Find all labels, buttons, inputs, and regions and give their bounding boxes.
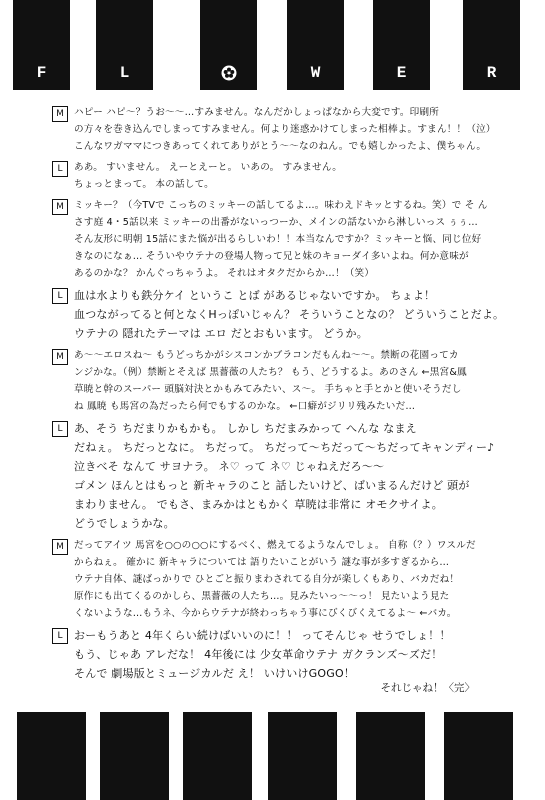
header-letter: L (119, 64, 130, 82)
dialogue-entry (52, 286, 522, 343)
dialogue-line: きなのになぁ… そういやウテナの登場人物って兄と妹のキョーダイ多いよね。何か意味が (74, 251, 469, 262)
speaker-badge: M (52, 349, 68, 365)
header-letter: E (396, 64, 407, 82)
dialogue-line: 血つながってると何となくHっぽいじゃん？ そういうことなの？ どういうことだよ。 (74, 308, 505, 321)
dialogue-body (52, 104, 522, 687)
header-letter: W (310, 64, 321, 82)
header-strip (13, 0, 70, 90)
speaker-badge: M (52, 106, 68, 122)
dialogue-line: おーもうあと 4年くらい続けばいいのに！！ ってそんじゃ せうでしょ！！ (74, 629, 451, 642)
speaker-badge: L (52, 288, 68, 304)
header-strip (463, 0, 520, 90)
footer-strip (356, 712, 425, 800)
dialogue-entry (52, 159, 522, 193)
speaker-badge: M (52, 199, 68, 215)
header-strip (96, 0, 153, 90)
footer-strip-bar (0, 712, 545, 800)
dialogue-line: だねぇ。 ちだっとなに。 ちだって。 ちだって〜ちだって〜ちだってキャンディー♪ (74, 441, 495, 454)
dialogue-line: 草暁と幹のスーパー 頭脳対決とかもみてみたい、ス〜。 手ちゃと手とかと使いそうだし (74, 384, 462, 395)
flower-icon (221, 65, 237, 81)
header-strip (373, 0, 430, 90)
dialogue-line: ゴメン ほんとはもっと 新キャラのこと 話したいけど、ばいまるんだけど 頭が (74, 479, 470, 492)
sign-off: それじゃね！〈完〉 (380, 682, 475, 694)
speaker-badge: L (52, 421, 68, 437)
header-letter: R (486, 64, 497, 82)
dialogue-line: もう、じゃあ アレだな！ 4年後には 少女革命ウテナ ガクランズ〜ズだ！ (74, 648, 443, 661)
footer-strip (17, 712, 86, 800)
header-strip (200, 0, 257, 90)
dialogue-line: さす庭 4・5話以来 ミッキーの出番がないっつーか、メインの話ないから淋しいっス ぅぅ… (74, 217, 478, 228)
dialogue-entry (52, 626, 522, 683)
header-strip-bar (0, 0, 545, 90)
dialogue-line: こんなワガママにつきあってくれてありがとう〜〜なのねん。でも嬉しかったよ、僕ちゃん。 (74, 141, 487, 152)
dialogue-line: くないような…もうネ、今からウテナが終わっちゃう事にびくびくえてるよ〜 ←バカ。 (74, 608, 457, 619)
footer-strip (100, 712, 169, 800)
dialogue-line: ハピー ハピ〜？うお〜〜…すみません。なんだかしょっぱなから大変です。印刷所 (74, 107, 440, 118)
dialogue-line: あるのかな？ かんぐっちゃうよ。 それはオタクだからか…！（笑） (74, 268, 375, 279)
footer-strip (268, 712, 337, 800)
dialogue-line: ンジかな。（例）禁断とそえば 黒薔薇の人たち？ もう、どうするよ。あのさん ←黒宮&鳳 (74, 367, 467, 378)
footer-strip (444, 712, 513, 800)
dialogue-line: ね 鳳暁 も馬宮の為だったら何でもするのかな。 ←口癖がジリリ残みたいだ… (74, 401, 416, 412)
speaker-badge: M (52, 539, 68, 555)
speaker-badge: L (52, 628, 68, 644)
dialogue-line: あ〜〜エロスね〜 もうどっちかがシスコンかブラコンだもんね〜〜。禁断の花園ってカ (74, 350, 459, 361)
dialogue-entry (52, 347, 522, 415)
dialogue-line: あ、そう ちだまりかもかも。 しかし ちだまみかって へんな なまえ (74, 422, 417, 435)
dialogue-line: そんで 劇場版とミュージカルだ え！ いけいけGOGO！ (74, 667, 356, 680)
dialogue-entry (52, 419, 522, 533)
dialogue-entry (52, 537, 522, 622)
dialogue-line: ウテナ自体、謎ばっかりで ひとごと振りまわされてる自分が楽しくもあり、バカだね！ (74, 574, 460, 585)
dialogue-line: だってアイツ 馬宮を○○の○○にするべく、燃えてるようなんでしょ。 自称（？）ワスルだ (74, 540, 476, 551)
dialogue-line: 泣きべそ なんて サヨナラ。 ネ♡ って ネ♡ じゃねえだろ〜〜 (74, 460, 385, 473)
dialogue-line: 原作にも出てくるのかしら、黒薔薇の人たち…。見みたいっ〜〜っ！ 見たいよう見た (74, 591, 450, 602)
dialogue-entry (52, 104, 522, 155)
footer-strip (183, 712, 252, 800)
dialogue-line: ミッキー？（今TVで こっちのミッキーの話してるよ…。味わえドキッとするね。笑）で そ ん (74, 200, 488, 211)
speaker-badge: L (52, 161, 68, 177)
dialogue-line: 血は水よりも鉄分ケイ というこ とば があるじゃないですか。 ちょよ！ (74, 289, 436, 302)
header-strip (287, 0, 344, 90)
dialogue-line: どうでしょうかな。 (74, 517, 175, 530)
dialogue-line: そん友形に明朝 15話にまた悩が出るらしいわ！！本当なんですか？ミッキーと悩、同じ位好 (74, 234, 482, 245)
header-letter: F (36, 64, 47, 82)
dialogue-line: ウテナの 隠れたテーマは エロ だとおもいます。 どうか。 (74, 327, 368, 340)
dialogue-line: ちょっとまって。 本の話して。 (74, 179, 214, 190)
dialogue-line: からねぇ。 確かに 新キャラについては 語りたいことがいう 謎な事が多すぎるから… (74, 557, 450, 568)
dialogue-line: まわりません。 でもさ、まみかはともかく 草暁は非常に オモクサイよ。 (74, 498, 443, 511)
dialogue-line: ああ。 すいません。 えーとえーと。 いあの。 すみません。 (74, 162, 343, 173)
dialogue-entry (52, 197, 522, 282)
dialogue-line: の方々を巻き込んでしまってすみません。何より迷惑かけてしまった相棒よ。すまん！！（泣） (74, 124, 496, 135)
